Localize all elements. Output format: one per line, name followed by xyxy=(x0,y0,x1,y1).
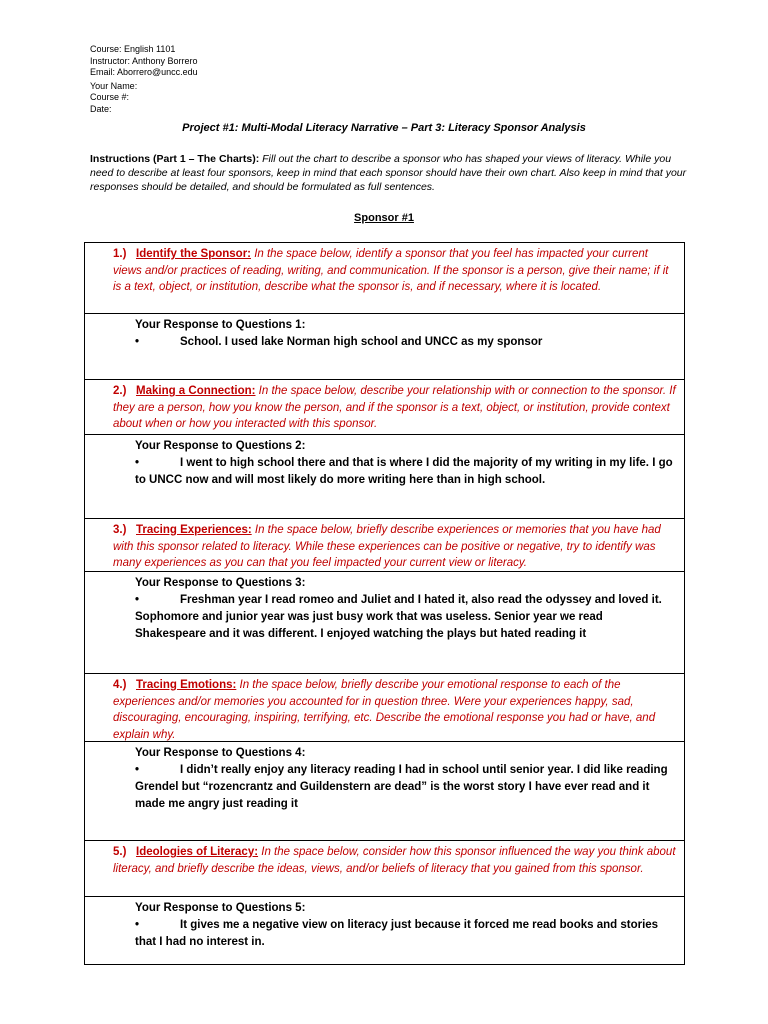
project-title: Project #1: Multi-Modal Literacy Narrative – Part 3: Literacy Sponsor Analysis xyxy=(182,122,586,134)
date-line: Date: xyxy=(90,103,112,114)
response-label: Your Response to Questions 4: xyxy=(135,747,306,759)
email-line: Email: Aborrero@uncc.edu xyxy=(90,67,198,77)
instructions-paragraph xyxy=(90,152,690,194)
question-title: Tracing Experiences: xyxy=(136,524,252,536)
response-row[interactable] xyxy=(85,314,684,380)
question-text: In the space below, consider how this sponsor influenced the way you think about literacy, and briefly describe the ideas, views, and/or beliefs of literacy that you gained from this sponsor. xyxy=(113,846,676,875)
question-row xyxy=(85,841,684,897)
response-label: Your Response to Questions 3: xyxy=(135,577,306,589)
your-name-line: Your Name: xyxy=(90,80,138,91)
course-number-line: Course #: xyxy=(90,92,130,102)
bullet-icon: • xyxy=(135,594,140,606)
question-number: 1.) xyxy=(113,248,127,260)
response-label: Your Response to Questions 1: xyxy=(135,319,306,331)
question-title: Ideologies of Literacy: xyxy=(136,846,259,858)
bullet-icon: • xyxy=(135,457,140,469)
question-row xyxy=(85,243,684,314)
response-text: I went to high school there and that is where I did the majority of my writing in my life. I go to UNCC now and will most likely do more writing here than in high school. xyxy=(135,457,673,486)
response-text: I didn’t really enjoy any literacy reading I had in school until senior year. I did like reading Grendel but “rozencrantz and Guildenstern are dead” is the worst story I have ever read and it made me angry just reading it xyxy=(135,764,668,810)
sponsor-heading: Sponsor #1 xyxy=(354,212,414,224)
response-text: Freshman year I read romeo and Juliet and I hated it, also read the odyssey and loved it. Sophomore and junior year was just busy work that was useless. Senior year we read Shakespeare and it was different. I enjoyed watching the plays but hated reading it xyxy=(135,594,662,640)
instructions-text: Fill out the chart to describe a sponsor who has shaped your views of literacy. While you need to describe at least four sponsors, keep in mind that each sponsor should have their own chart. Also keep in mind that your responses should be detailed, and should be formulated as full sentences. xyxy=(90,153,687,193)
response-row[interactable] xyxy=(85,572,684,674)
bullet-icon: • xyxy=(135,336,140,348)
question-row xyxy=(85,674,684,742)
question-number: 2.) xyxy=(113,385,127,397)
question-row xyxy=(85,380,684,435)
question-title: Tracing Emotions: xyxy=(136,679,237,691)
response-label: Your Response to Questions 5: xyxy=(135,902,306,914)
question-text: In the space below, briefly describe experiences or memories that you have had with this sponsor related to literacy. While these experiences can be positive or negative, try to identify was many experiences as you can that you feel impacted your current view or literacy. xyxy=(113,524,661,569)
response-row[interactable] xyxy=(85,435,684,519)
response-text: School. I used lake Norman high school and UNCC as my sponsor xyxy=(180,336,543,348)
question-title: Making a Connection: xyxy=(136,385,256,397)
response-label: Your Response to Questions 2: xyxy=(135,440,306,452)
course-header xyxy=(90,44,198,115)
course-line: Course: English 1101 xyxy=(90,44,176,54)
question-text: In the space below, describe your relationship with or connection to the sponsor. If they are a person, how you know the person, and if the sponsor is a text, object, or institution, provide context about when or how you interacted with this sponsor. xyxy=(113,385,676,430)
response-row[interactable] xyxy=(85,897,684,964)
question-number: 3.) xyxy=(113,524,127,536)
response-row[interactable] xyxy=(85,742,684,841)
question-text: In the space below, identify a sponsor that you feel has impacted your current views and/or practices of reading, writing, and communication. If the sponsor is a person, give their name; if it is a text, object, or institution, describe what the sponsor is, and if necessary, where it is located. xyxy=(113,248,669,293)
instructor-line: Instructor: Anthony Borrero xyxy=(90,55,198,66)
sponsor-chart xyxy=(84,242,685,965)
question-title: Identify the Sponsor: xyxy=(136,248,251,260)
response-text: It gives me a negative view on literacy just because it forced me read books and stories that I had no interest in. xyxy=(135,919,659,948)
bullet-icon: • xyxy=(135,919,140,931)
question-number: 4.) xyxy=(113,679,127,691)
question-text: In the space below, briefly describe your emotional response to each of the experiences and/or memories you accounted for in question three. Were your experiences happy, sad, discouraging, encouraging, inspiring, terrifying, etc. Describe the emotional response you had or have, and explain why. xyxy=(113,679,656,741)
instructions-lead: Instructions (Part 1 – The Charts): xyxy=(90,153,260,165)
bullet-icon: • xyxy=(135,764,140,776)
question-row xyxy=(85,519,684,572)
question-number: 5.) xyxy=(113,846,127,858)
